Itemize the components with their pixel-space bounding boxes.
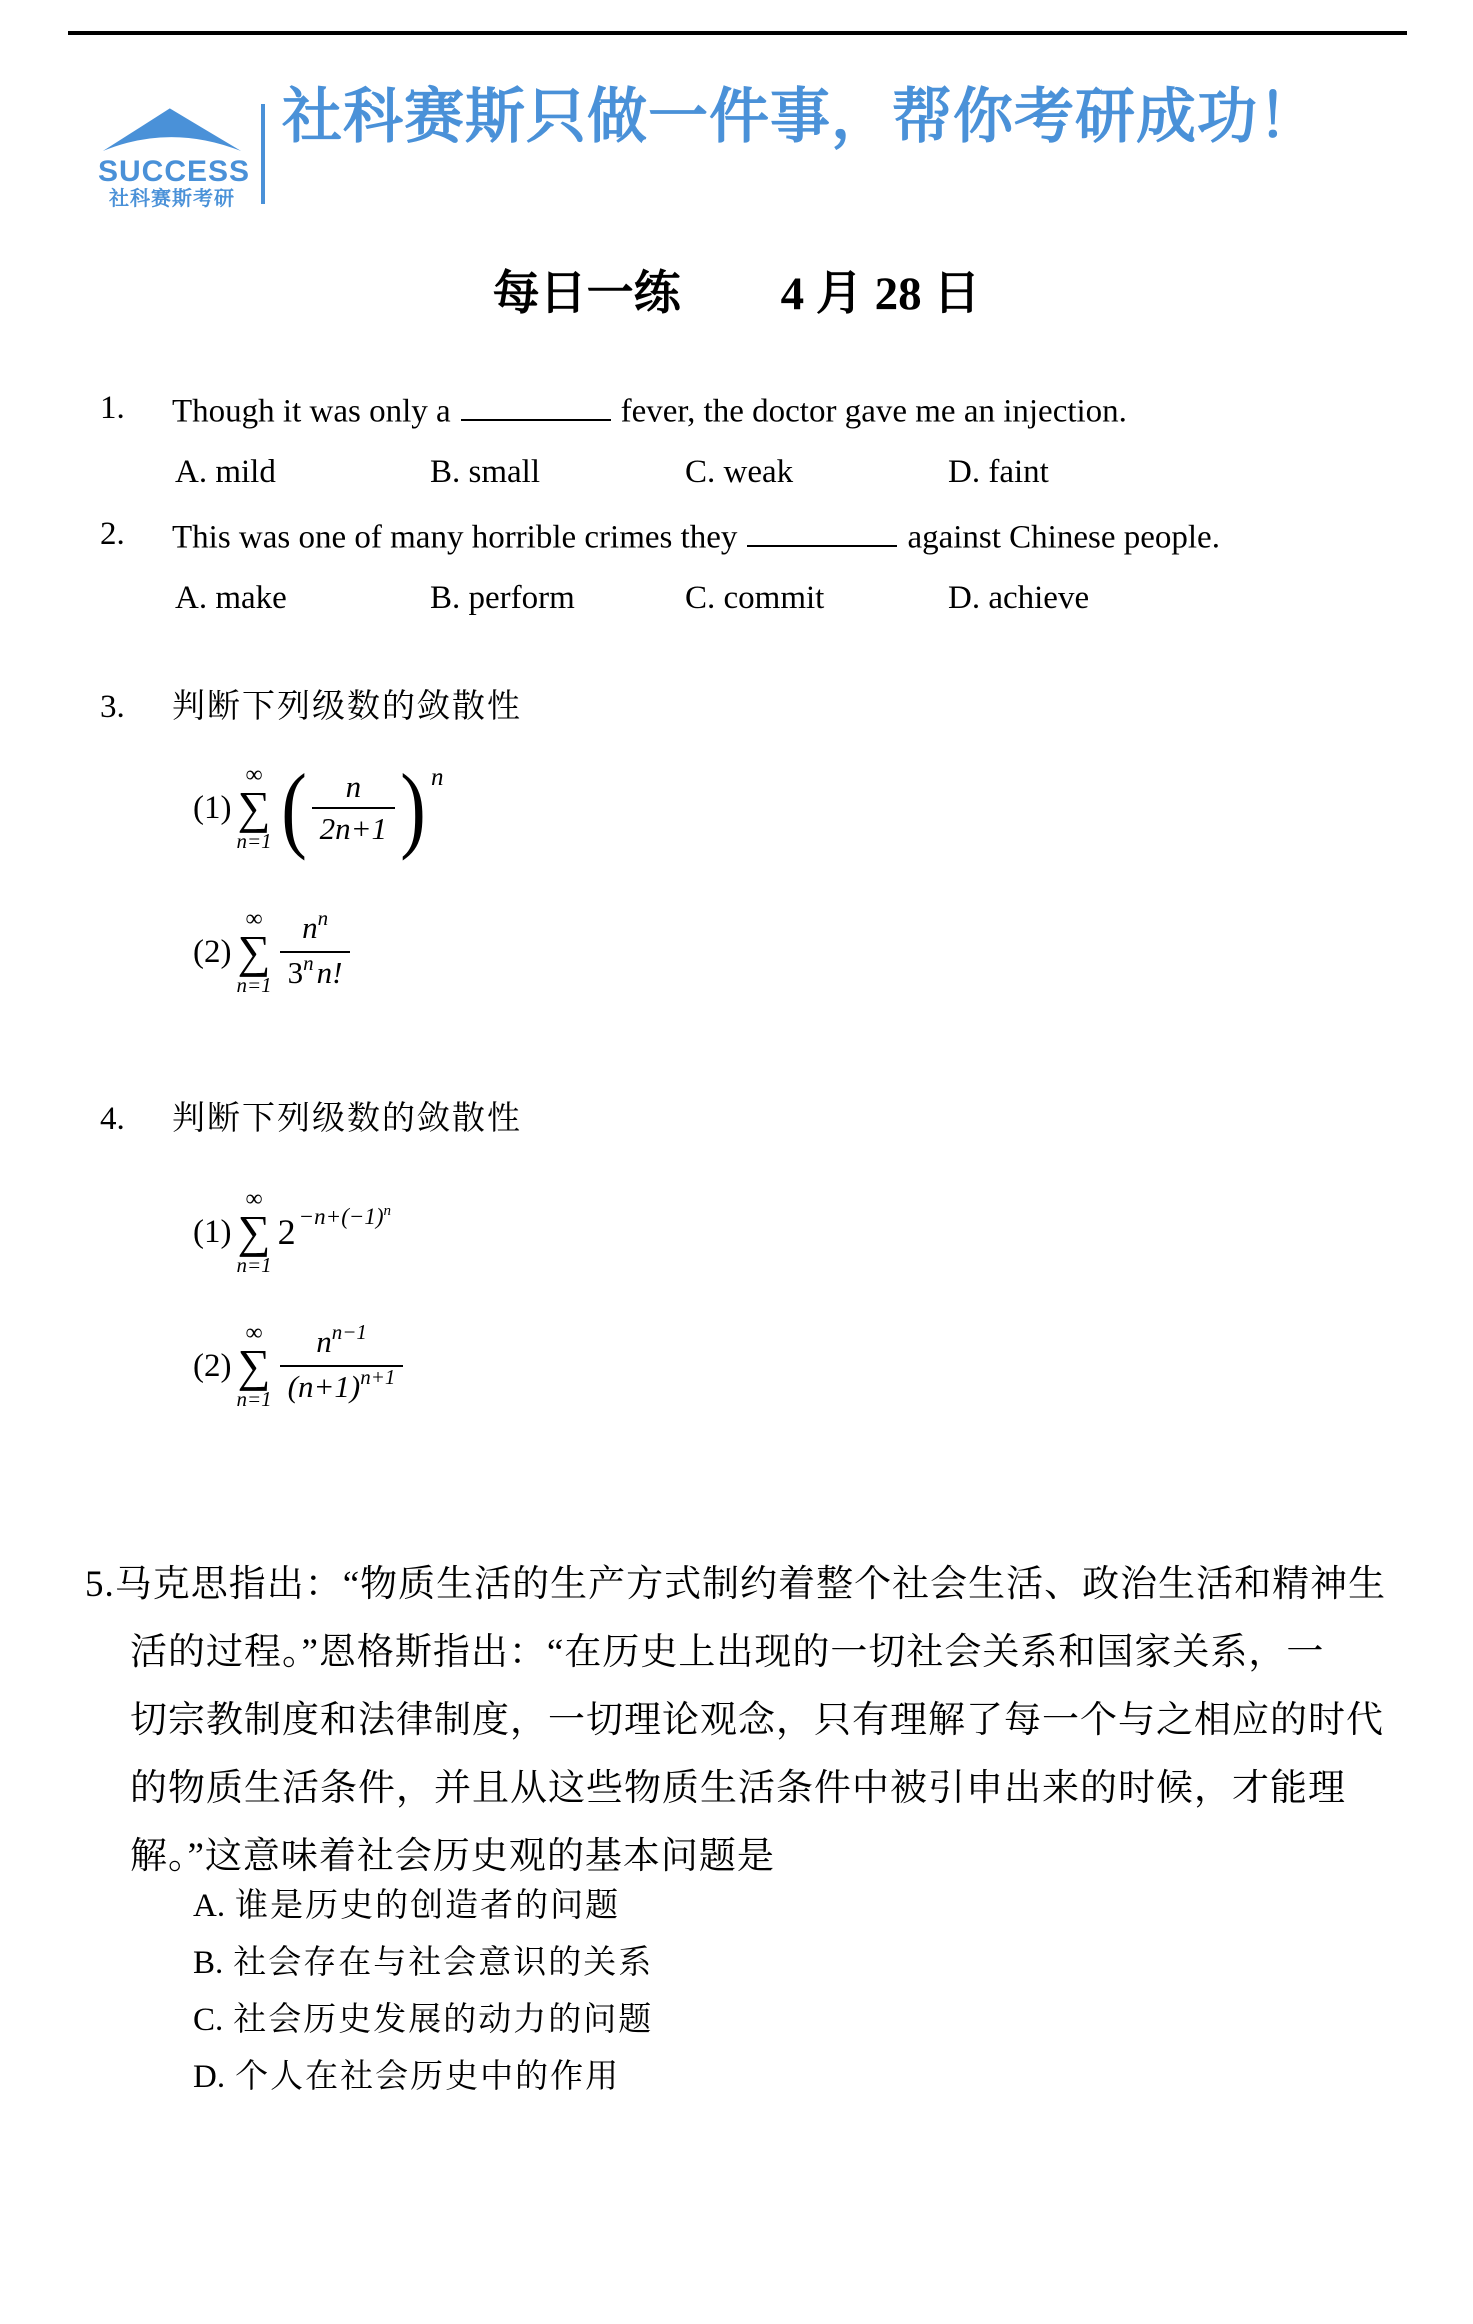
denominator-exponent: n (303, 951, 314, 975)
denominator-base: 3 (287, 955, 304, 990)
summation-symbol (236, 1322, 271, 1410)
exponent-main: −n+(−1) (298, 1204, 384, 1229)
question-5-option-d (193, 2049, 653, 2106)
sigma-symbol: ∑ (237, 926, 271, 977)
option-letter: C. (193, 2002, 224, 2038)
title-date: 4 月 28 日 (780, 268, 981, 320)
logo-vertical-divider (261, 104, 265, 204)
exponent-inner: n (383, 1203, 392, 1219)
question-1-answer-blank (461, 388, 611, 421)
sigma-symbol: ∑ (237, 782, 271, 833)
power-exponent (299, 1204, 391, 1230)
logo-text: SUCCESS (98, 155, 251, 188)
question-1-stem (100, 388, 1127, 431)
infinity-symbol: ∞ (245, 1186, 263, 1212)
question-2-answer-blank (747, 514, 897, 547)
infinity-symbol: ∞ (245, 906, 263, 932)
page-title (0, 268, 1473, 320)
fraction (280, 906, 351, 993)
question-4-text: 判断下列级数的敛散性 (172, 1101, 522, 1137)
question-1-text (172, 388, 1127, 431)
fraction-denominator (280, 1365, 404, 1407)
question-1-text-before: Though it was only a (172, 393, 451, 430)
sigma-symbol: ∑ (237, 1206, 271, 1257)
summation-lower-bound: n=1 (236, 1387, 272, 1411)
question-5-option-b (193, 1935, 653, 1992)
question-1-option-c: C. weak (685, 454, 794, 490)
question-5-option-c (193, 1992, 653, 2049)
logo-subtitle: 社科赛斯考研 (109, 188, 235, 210)
formula-3-1-label: (1) (193, 789, 232, 826)
denominator-base: (n+1) (287, 1369, 361, 1404)
numerator-base: n (316, 1324, 332, 1359)
numerator-exponent: n (317, 906, 329, 930)
denominator-tail: n! (316, 955, 343, 990)
mountain-logo-icon (98, 104, 246, 154)
formula-4-1 (193, 1188, 391, 1276)
option-text: 社会历史发展的动力的问题 (233, 2002, 654, 2038)
formula-4-2 (193, 1322, 405, 1410)
question-3-number: 3. (100, 689, 125, 725)
denominator-exponent: n+1 (360, 1365, 396, 1389)
question-2-option-a: A. make (175, 580, 287, 616)
fraction (312, 770, 395, 846)
question-3-text: 判断下列级数的敛散性 (172, 689, 522, 725)
summation-lower-bound: n=1 (236, 973, 272, 997)
infinity-symbol: ∞ (245, 762, 263, 788)
brand-slogan: 社科赛斯只做一件事，帮你考研成功！ (282, 83, 1319, 150)
question-3-stem (100, 686, 522, 728)
option-letter: D. (193, 2059, 226, 2095)
summation-lower-bound: n=1 (236, 829, 272, 853)
group-exponent: n (431, 764, 444, 791)
fraction-denominator: 2n+1 (312, 807, 395, 846)
question-1-number: 1. (100, 390, 125, 426)
question-2-options (175, 578, 1089, 618)
summation-lower-bound: n=1 (236, 1253, 272, 1277)
question-2-text (172, 514, 1220, 557)
top-divider-rule (68, 31, 1407, 35)
question-5-line-5: 解。”这意味着社会历史观的基本问题是 (130, 1836, 775, 1877)
power-base: 2 (277, 1212, 296, 1252)
summation-symbol (236, 1188, 271, 1276)
question-1-text-after: fever, the doctor gave me an injection. (620, 393, 1127, 430)
question-5-option-a (193, 1878, 653, 1935)
fraction-numerator (308, 1320, 375, 1365)
question-2-text-after: against Chinese people. (907, 519, 1220, 556)
question-2-stem (100, 514, 1220, 557)
option-text: 社会存在与社会意识的关系 (233, 1945, 654, 1981)
question-1-options (175, 452, 1049, 492)
summation-symbol (236, 764, 271, 852)
question-4-stem (100, 1098, 522, 1140)
option-letter: A. (193, 1888, 226, 1924)
numerator-exponent: n−1 (331, 1320, 367, 1344)
formula-4-2-label: (2) (193, 1347, 232, 1384)
formula-4-1-label: (1) (193, 1213, 232, 1250)
formula-3-1 (193, 754, 444, 861)
question-5-line-4: 的物质生活条件，并且从这些物质生活条件中被引申出来的时候，才能理 (130, 1768, 1346, 1809)
question-5-stem (85, 1551, 1415, 1891)
formula-3-2 (193, 908, 352, 996)
option-text: 个人在社会历史中的作用 (235, 2059, 621, 2095)
fraction-numerator (294, 906, 336, 951)
fraction-numerator: n (345, 769, 362, 804)
summation-symbol (236, 908, 271, 996)
question-1-option-b: B. small (430, 454, 541, 490)
question-1-option-d: D. faint (948, 454, 1049, 490)
question-2-option-c: C. commit (685, 580, 825, 616)
question-5-line-1: 5.马克思指出：“物质生活的生产方式制约着整个社会生活、政治生活和精神生 (85, 1564, 1387, 1605)
question-1-option-a: A. mild (175, 454, 276, 490)
option-text: 谁是历史的创造者的问题 (235, 1888, 621, 1924)
question-2-number: 2. (100, 516, 125, 552)
question-2-option-d: D. achieve (948, 580, 1090, 616)
title-text: 每日一练 (492, 268, 681, 320)
question-4-number: 4. (100, 1101, 125, 1137)
fraction-denominator (280, 951, 351, 993)
sigma-symbol: ∑ (237, 1340, 271, 1391)
infinity-symbol: ∞ (245, 1320, 263, 1346)
question-5-line-2: 活的过程。”恩格斯指出：“在历史上出现的一切社会关系和国家关系，一 (130, 1632, 1325, 1673)
question-2-text-before: This was one of many horrible crimes they (172, 519, 738, 556)
formula-3-2-label: (2) (193, 933, 232, 970)
question-5-line-3: 切宗教制度和法律制度，一切理论观念，只有理解了每一个与之相应的时代 (130, 1700, 1384, 1741)
parenthesized-fraction: ( $\frac{n}{2n+1}$ ) n (280, 754, 444, 861)
question-2-option-b: B. perform (430, 580, 575, 616)
success-logo (98, 104, 251, 210)
numerator-base: n (302, 910, 318, 945)
fraction (280, 1320, 404, 1407)
question-5-options (193, 1878, 653, 2106)
option-letter: B. (193, 1945, 224, 1981)
